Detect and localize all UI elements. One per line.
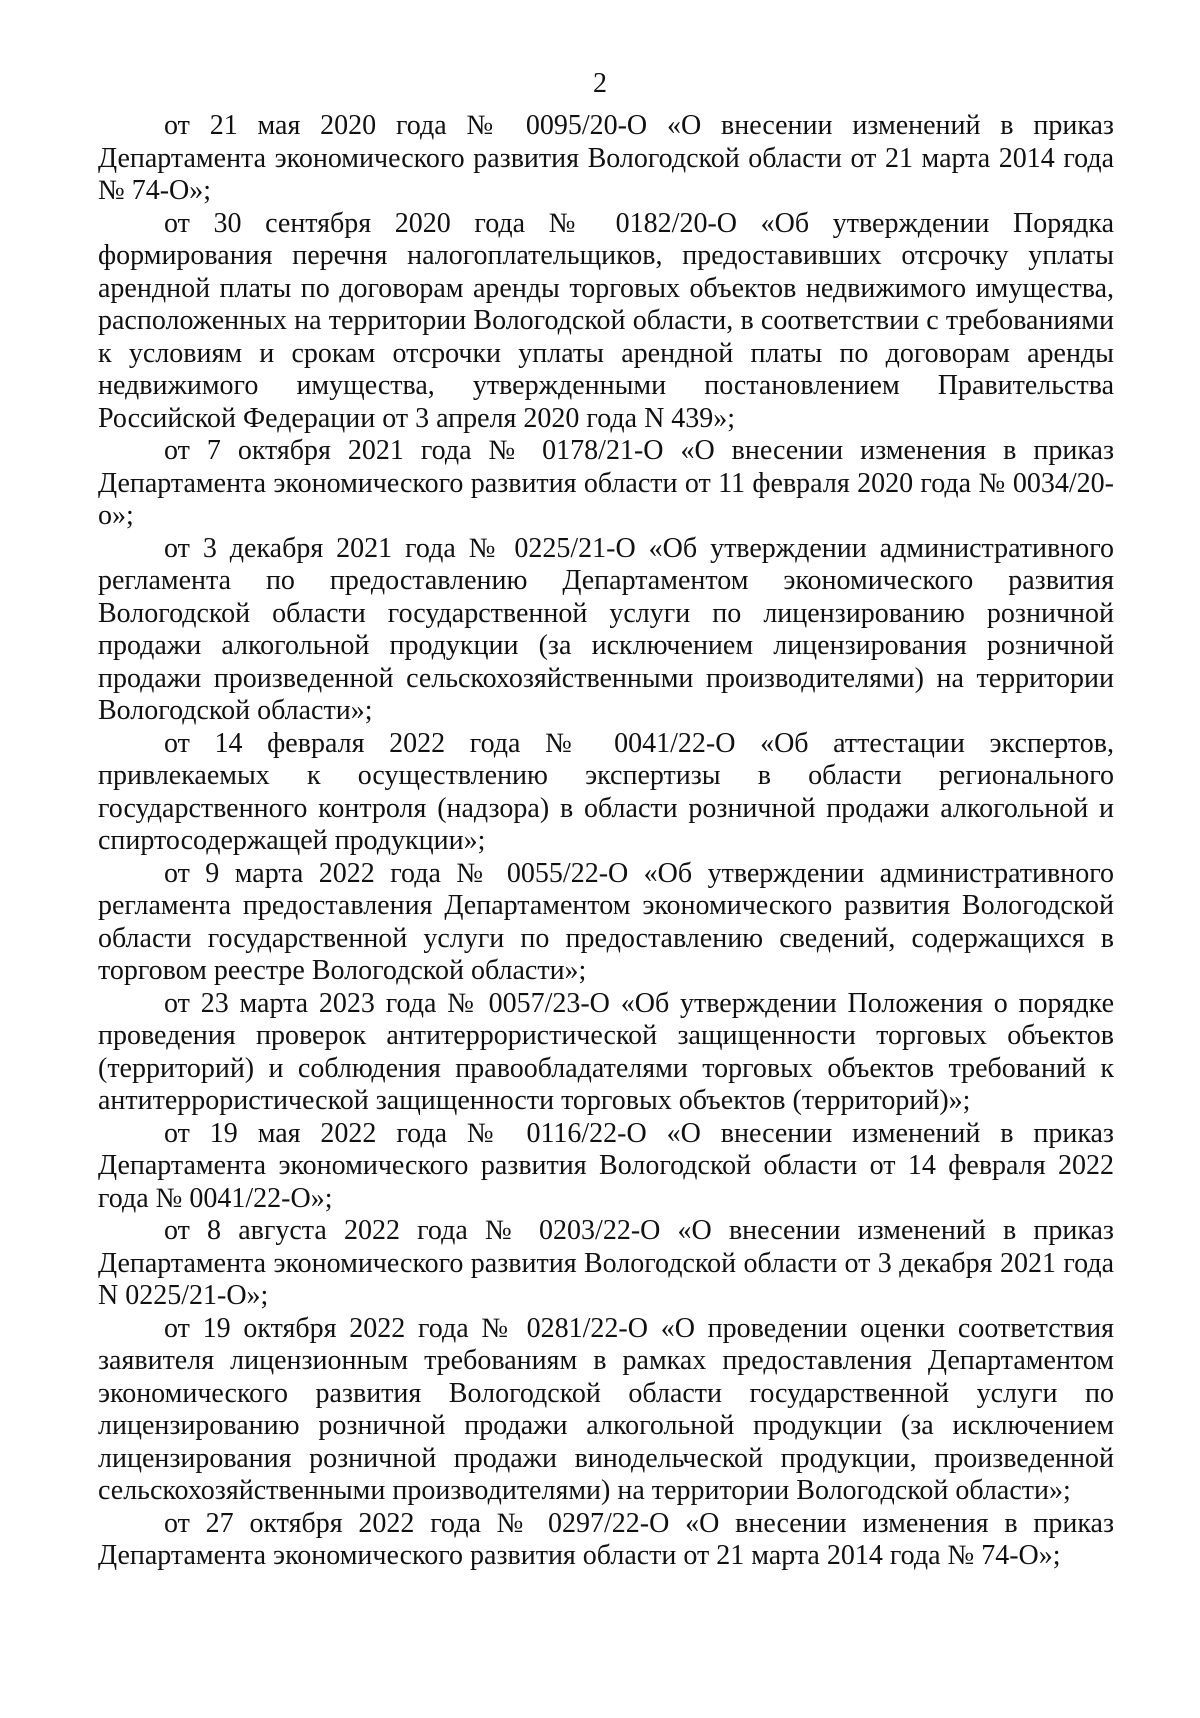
- paragraph-order-0203: от 8 августа 2022 года № 0203/22-О «О внесении изменений в приказ Департамента экономического развития Вологодской области от 3 декабря 2021 года N 0225/21-О»;: [98, 1215, 1114, 1311]
- paragraph-order-0041: от 14 февраля 2022 года № 0041/22-О «Об аттестации экспертов, привлекаемых к осуществлению экспертизы в области регионального государственного контроля (надзора) в области розничной продажи алкогольной и спиртосодержащей продукции»;: [98, 727, 1114, 856]
- paragraph-order-0178: от 7 октября 2021 года № 0178/21-О «О внесении изменения в приказ Департамента экономического развития области от 11 февраля 2020 года № 0034/20-о»;: [98, 435, 1114, 531]
- paragraph-order-0225: от 3 декабря 2021 года № 0225/21-О «Об утверждении административного регламента по предоставлению Департаментом экономического развития Вологодской области государственной услуги по лицензированию розничной продажи алкогольной продукции (за исключением лицензирования розничной продажи произведенной сельскохозяйственными производителями) на территории Вологодской области»;: [98, 532, 1114, 726]
- document-body: [98, 110, 1114, 1573]
- paragraph-order-0297: от 27 октября 2022 года № 0297/22-О «О внесении изменения в приказ Департамента экономического развития области от 21 марта 2014 года № 74-О»;: [98, 1507, 1114, 1571]
- paragraph-order-0116: от 19 мая 2022 года № 0116/22-О «О внесении изменений в приказ Департамента экономического развития Вологодской области от 14 февраля 2022 года № 0041/22-О»;: [98, 1117, 1114, 1214]
- paragraph-order-0182: от 30 сентября 2020 года № 0182/20-О «Об утверждении Порядка формирования перечня налогоплательщиков, предоставивших отсрочку уплаты арендной платы по договорам аренды торговых объектов недвижимого имущества, расположенных на территории Вологодской области, в соответствии с требованиями к условиям и срокам отсрочки уплаты арендной платы по договорам аренды недвижимого имущества, утвержденными постановлением Правительства Российской Федерации от 3 апреля 2020 года N 439»;: [98, 207, 1114, 434]
- paragraph-order-0095: от 21 мая 2020 года № 0095/20-О «О внесении изменений в приказ Департамента экономического развития Вологодской области от 21 марта 2014 года № 74-О»;: [98, 110, 1114, 206]
- paragraph-order-0057: от 23 марта 2023 года № 0057/23-О «Об утверждении Положения о порядке проведения проверок антитеррористической защищенности торговых объектов (территорий) и соблюдения правообладателями торговых объектов требований к антитеррористической защищенности торговых объектов (территорий)»;: [98, 987, 1114, 1116]
- paragraph-order-0281: от 19 октября 2022 года № 0281/22-О «О проведении оценки соответствия заявителя лицензионным требованиям в рамках предоставления Департаментом экономического развития Вологодской области государственной услуги по лицензированию розничной продажи алкогольной продукции (за исключением лицензирования розничной продажи винодельческой продукции, произведенной сельскохозяйственными производителями) на территории Вологодской области»;: [98, 1312, 1114, 1506]
- page-number: 2: [593, 68, 607, 99]
- paragraph-order-0055: от 9 марта 2022 года № 0055/22-О «Об утверждении административного регламента предоставления Департаментом экономического развития Вологодской области государственной услуги по предоставлению сведений, содержащихся в торговом реестре Вологодской области»;: [98, 857, 1114, 986]
